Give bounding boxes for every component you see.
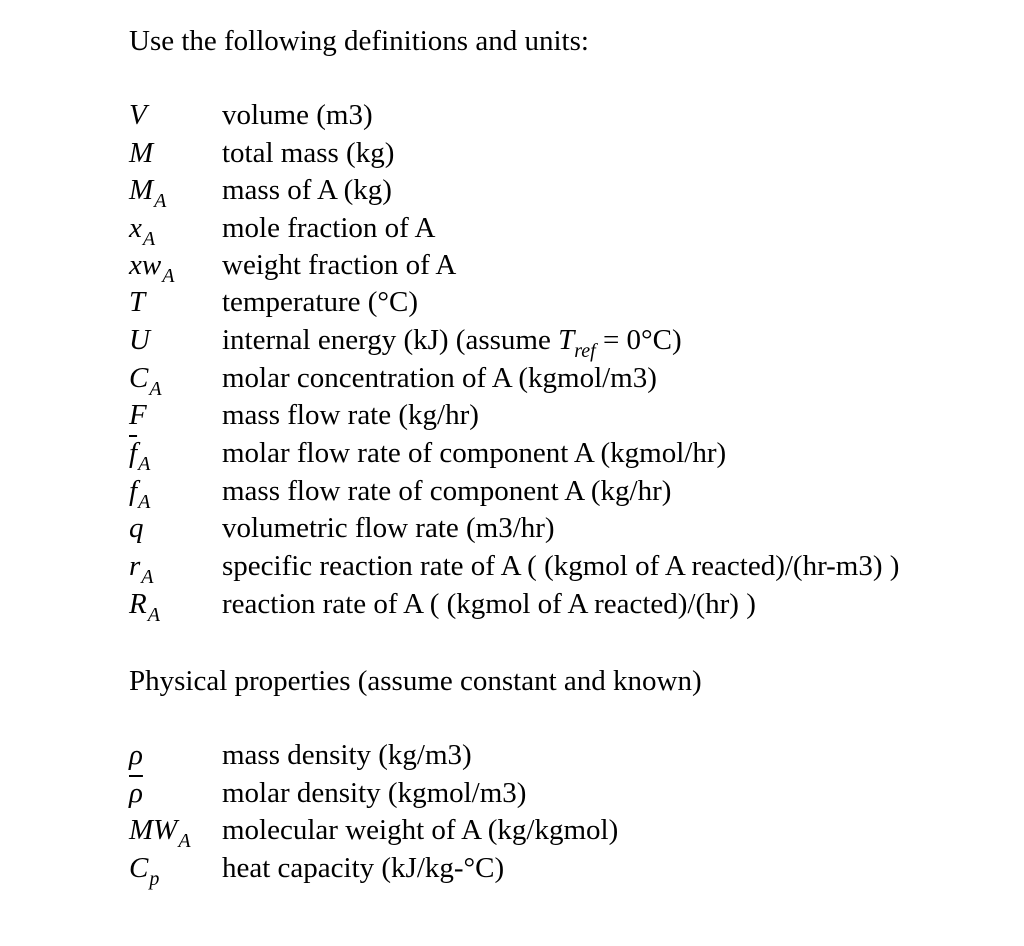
symbol: $M_A$ [129,174,167,212]
definition-row [0,360,1024,400]
definition-row [0,172,1024,212]
definition-row [0,210,1024,250]
definition-row [0,135,1024,172]
definition-text: mass density (kg/m3) [222,739,472,771]
symbol: M [129,137,154,169]
definition-text: volume (m3) [222,99,373,131]
symbol: q [129,512,144,544]
symbol: $C_p$ [129,852,160,890]
definition-text: temperature (°C) [222,286,418,318]
definition-text: molar density (kgmol/m3) [222,777,527,809]
definition-text: molar concentration of A (kgmol/m3) [222,362,657,394]
definition-row [0,586,1024,626]
definition-row [0,322,1024,362]
symbol: $f_A$ [129,475,151,513]
symbol: V [129,99,147,131]
definition-row [0,97,1024,134]
symbol: U [129,324,150,356]
intro-heading: Use the following definitions and units: [129,25,589,57]
definition-text: molar flow rate of component A (kgmol/hr) [222,437,727,469]
symbol: $R_A$ [129,588,160,626]
property-row [0,775,1024,812]
definition-text: mole fraction of A [222,212,436,244]
symbol: $r_A$ [129,550,154,588]
definition-text: total mass (kg) [222,137,395,169]
property-row [0,850,1024,890]
definition-text: heat capacity (kJ/kg-°C) [222,852,505,884]
definition-row [0,473,1024,513]
definition-text: weight fraction of A [222,249,457,281]
definition-text: volumetric flow rate (m3/hr) [222,512,555,544]
definition-text: mass of A (kg) [222,174,392,206]
definition-text: reaction rate of A ( (kgmol of A reacted)/(hr) ) [222,588,756,620]
definition-text: internal energy (kJ) (assume $T_{ref} = 0^\circ C$) [222,324,682,362]
symbol: $x_A$ [129,212,156,250]
definition-text: mass flow rate (kg/hr) [222,399,479,431]
symbol: $C_A$ [129,362,162,400]
definition-row [0,548,1024,588]
definition-row [0,284,1024,321]
symbol: ρ [129,739,143,771]
definition-row [0,397,1024,434]
property-row [0,812,1024,852]
symbol: F [129,399,147,431]
property-row [0,737,1024,774]
definition-text: mass flow rate of component A (kg/hr) [222,475,672,507]
definition-row [0,435,1024,475]
definition-text: specific reaction rate of A ( (kgmol of A reacted)/(hr-m3) ) [222,550,900,582]
definition-text: molecular weight of A (kg/kgmol) [222,814,619,846]
definition-row [0,510,1024,547]
symbol: $xw_A$ [129,249,175,287]
symbol: $\overline{f}_A$ [129,437,151,475]
symbol: $\overline{\rho}$ [129,777,143,809]
symbol: $MW_A$ [129,814,191,852]
symbol: T [129,286,146,318]
properties-heading: Physical properties (assume constant and known) [129,665,702,697]
definition-row [0,247,1024,287]
